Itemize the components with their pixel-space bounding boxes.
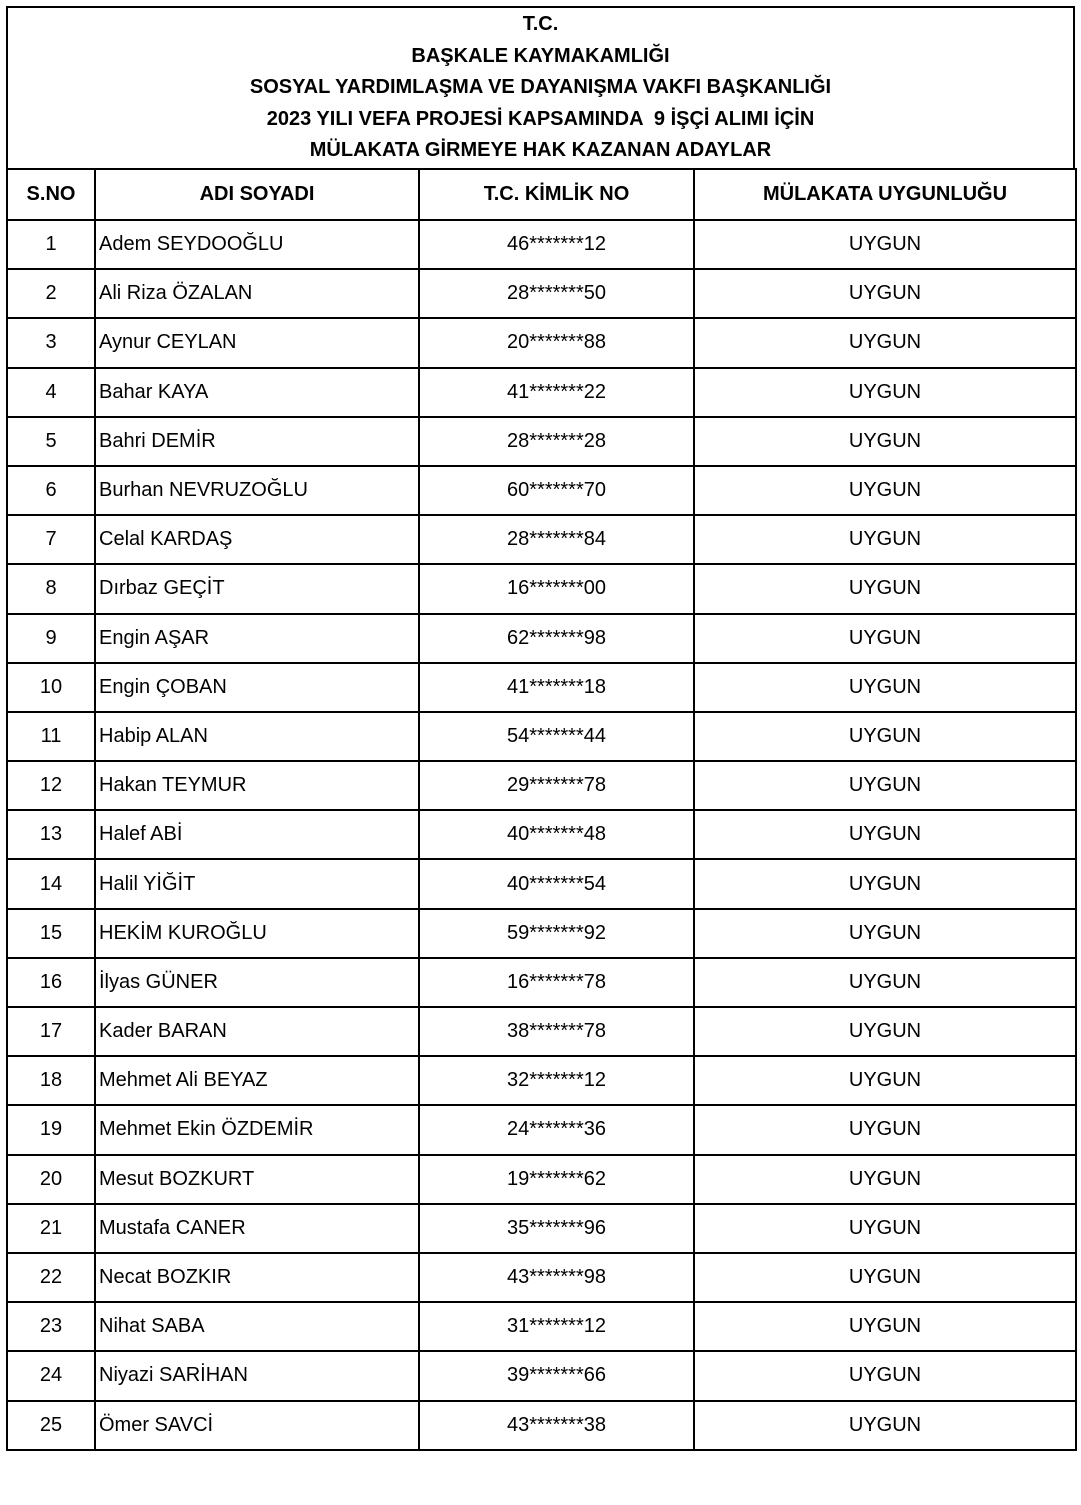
- row-sno: 15: [7, 909, 95, 958]
- header-line-3: SOSYAL YARDIMLAŞMA VE DAYANIŞMA VAKFI BAŞKANLIĞI: [249, 76, 832, 99]
- row-name: Adem SEYDOOĞLU: [95, 220, 419, 269]
- row-sno: 8: [7, 564, 95, 613]
- header-line-2: BAŞKALE KAYMAKAMLIĞI: [411, 44, 670, 67]
- table-row: [7, 958, 1076, 1007]
- table-row: [7, 515, 1076, 564]
- table-row: [7, 761, 1076, 810]
- column-header-tc: T.C. KİMLİK NO: [419, 169, 694, 220]
- row-sno: 3: [7, 318, 95, 367]
- row-tc: 29*******78: [419, 761, 694, 810]
- row-sno: 12: [7, 761, 95, 810]
- header-line-1: T.C.: [522, 13, 559, 36]
- table-row: [7, 1302, 1076, 1351]
- table-row: [7, 1351, 1076, 1400]
- column-header-sno: S.NO: [7, 169, 95, 220]
- row-sno: 10: [7, 663, 95, 712]
- row-sno: 4: [7, 368, 95, 417]
- row-status: UYGUN: [694, 1105, 1076, 1154]
- row-status: UYGUN: [694, 1253, 1076, 1302]
- row-name: Burhan NEVRUZOĞLU: [95, 466, 419, 515]
- row-tc: 31*******12: [419, 1302, 694, 1351]
- row-sno: 19: [7, 1105, 95, 1154]
- table-row: [7, 1253, 1076, 1302]
- row-tc: 41*******18: [419, 663, 694, 712]
- table-row: [7, 909, 1076, 958]
- row-tc: 35*******96: [419, 1204, 694, 1253]
- table-row: [7, 614, 1076, 663]
- row-name: Mehmet Ekin ÖZDEMİR: [95, 1105, 419, 1154]
- row-status: UYGUN: [694, 417, 1076, 466]
- row-tc: 19*******62: [419, 1155, 694, 1204]
- row-sno: 16: [7, 958, 95, 1007]
- row-status: UYGUN: [694, 1056, 1076, 1105]
- table-row: [7, 1056, 1076, 1105]
- row-status: UYGUN: [694, 318, 1076, 367]
- table-header-row: [7, 169, 1076, 220]
- table-row: [7, 1105, 1076, 1154]
- row-status: UYGUN: [694, 368, 1076, 417]
- row-status: UYGUN: [694, 663, 1076, 712]
- column-header-name: ADI SOYADI: [95, 169, 419, 220]
- row-sno: 20: [7, 1155, 95, 1204]
- row-tc: 62*******98: [419, 614, 694, 663]
- row-status: UYGUN: [694, 269, 1076, 318]
- row-name: Nihat SABA: [95, 1302, 419, 1351]
- table-row: [7, 417, 1076, 466]
- document-sheet: [6, 6, 1075, 1451]
- row-name: İlyas GÜNER: [95, 958, 419, 1007]
- table-row: [7, 564, 1076, 613]
- row-status: UYGUN: [694, 1351, 1076, 1400]
- table-body: [7, 220, 1076, 1450]
- row-sno: 18: [7, 1056, 95, 1105]
- row-name: Dırbaz GEÇİT: [95, 564, 419, 613]
- row-tc: 59*******92: [419, 909, 694, 958]
- row-status: UYGUN: [694, 712, 1076, 761]
- row-name: Celal KARDAŞ: [95, 515, 419, 564]
- table-row: [7, 1204, 1076, 1253]
- row-tc: 28*******28: [419, 417, 694, 466]
- row-name: Aynur CEYLAN: [95, 318, 419, 367]
- row-status: UYGUN: [694, 515, 1076, 564]
- row-sno: 5: [7, 417, 95, 466]
- table-row: [7, 466, 1076, 515]
- table-row: [7, 269, 1076, 318]
- table-row: [7, 318, 1076, 367]
- row-sno: 11: [7, 712, 95, 761]
- row-name: Ali Riza ÖZALAN: [95, 269, 419, 318]
- row-status: UYGUN: [694, 1401, 1076, 1450]
- row-status: UYGUN: [694, 958, 1076, 1007]
- row-sno: 22: [7, 1253, 95, 1302]
- row-name: Mehmet Ali BEYAZ: [95, 1056, 419, 1105]
- header-line-4: 2023 YILI VEFA PROJESİ KAPSAMINDA 9 İŞÇİ ALIMI İÇİN: [266, 107, 815, 130]
- row-status: UYGUN: [694, 810, 1076, 859]
- table-row: [7, 663, 1076, 712]
- table-row: [7, 1007, 1076, 1056]
- row-sno: 24: [7, 1351, 95, 1400]
- row-sno: 21: [7, 1204, 95, 1253]
- row-tc: 16*******78: [419, 958, 694, 1007]
- table-row: [7, 810, 1076, 859]
- row-name: HEKİM KUROĞLU: [95, 909, 419, 958]
- row-name: Hakan TEYMUR: [95, 761, 419, 810]
- header-line-5: MÜLAKATA GİRMEYE HAK KAZANAN ADAYLAR: [309, 139, 772, 162]
- row-name: Necat BOZKIR: [95, 1253, 419, 1302]
- row-status: UYGUN: [694, 859, 1076, 908]
- row-tc: 41*******22: [419, 368, 694, 417]
- table-row: [7, 859, 1076, 908]
- table-row: [7, 220, 1076, 269]
- row-name: Kader BARAN: [95, 1007, 419, 1056]
- row-name: Habip ALAN: [95, 712, 419, 761]
- row-status: UYGUN: [694, 761, 1076, 810]
- row-name: Niyazi SARİHAN: [95, 1351, 419, 1400]
- row-name: Ömer SAVCİ: [95, 1401, 419, 1450]
- row-tc: 16*******00: [419, 564, 694, 613]
- row-name: Mesut BOZKURT: [95, 1155, 419, 1204]
- row-status: UYGUN: [694, 614, 1076, 663]
- row-status: UYGUN: [694, 1007, 1076, 1056]
- row-name: Halil YİĞİT: [95, 859, 419, 908]
- row-tc: 28*******84: [419, 515, 694, 564]
- row-sno: 23: [7, 1302, 95, 1351]
- row-tc: 40*******48: [419, 810, 694, 859]
- row-status: UYGUN: [694, 564, 1076, 613]
- row-tc: 40*******54: [419, 859, 694, 908]
- row-sno: 25: [7, 1401, 95, 1450]
- table-row: [7, 712, 1076, 761]
- table-row: [7, 1155, 1076, 1204]
- column-header-status: MÜLAKATA UYGUNLUĞU: [694, 169, 1076, 220]
- row-tc: 32*******12: [419, 1056, 694, 1105]
- row-sno: 17: [7, 1007, 95, 1056]
- row-status: UYGUN: [694, 466, 1076, 515]
- row-status: UYGUN: [694, 1155, 1076, 1204]
- row-name: Engin ÇOBAN: [95, 663, 419, 712]
- row-status: UYGUN: [694, 909, 1076, 958]
- row-name: Mustafa CANER: [95, 1204, 419, 1253]
- row-status: UYGUN: [694, 220, 1076, 269]
- row-tc: 20*******88: [419, 318, 694, 367]
- row-status: UYGUN: [694, 1204, 1076, 1253]
- row-sno: 6: [7, 466, 95, 515]
- row-tc: 43*******38: [419, 1401, 694, 1450]
- document-header: [6, 6, 1075, 168]
- row-sno: 1: [7, 220, 95, 269]
- row-name: Bahar KAYA: [95, 368, 419, 417]
- row-tc: 54*******44: [419, 712, 694, 761]
- row-tc: 46*******12: [419, 220, 694, 269]
- row-tc: 43*******98: [419, 1253, 694, 1302]
- row-sno: 13: [7, 810, 95, 859]
- row-sno: 9: [7, 614, 95, 663]
- row-name: Engin AŞAR: [95, 614, 419, 663]
- table-row: [7, 1401, 1076, 1450]
- row-sno: 14: [7, 859, 95, 908]
- row-name: Halef ABİ: [95, 810, 419, 859]
- row-sno: 7: [7, 515, 95, 564]
- row-tc: 24*******36: [419, 1105, 694, 1154]
- row-tc: 39*******66: [419, 1351, 694, 1400]
- row-tc: 28*******50: [419, 269, 694, 318]
- row-name: Bahri DEMİR: [95, 417, 419, 466]
- row-status: UYGUN: [694, 1302, 1076, 1351]
- candidates-table: [6, 168, 1077, 1451]
- table-row: [7, 368, 1076, 417]
- row-tc: 38*******78: [419, 1007, 694, 1056]
- row-tc: 60*******70: [419, 466, 694, 515]
- row-sno: 2: [7, 269, 95, 318]
